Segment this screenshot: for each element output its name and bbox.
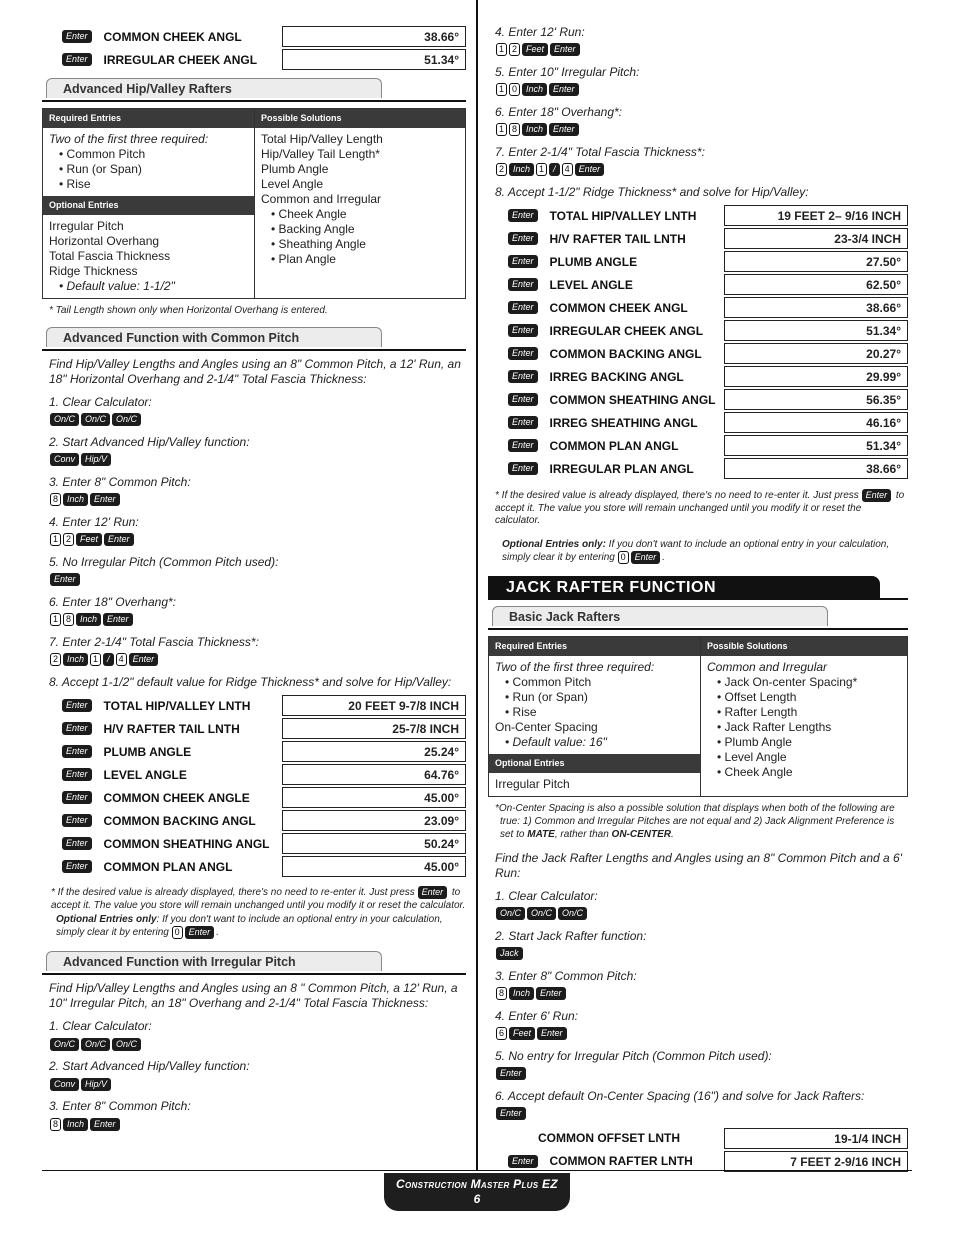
section-title: Basic Jack Rafters (492, 606, 828, 626)
result-row (42, 763, 466, 786)
solution-item: Plumb Angle (261, 162, 329, 176)
instruction-step: 1. Clear Calculator: (495, 888, 598, 903)
example-intro: Find Hip/Valley Lengths and Angles using an 8 " Common Pitch, a 12' Run, a 10" Irregular Pitch, an 18" Overhang and 2-1/4" Total Fascia Thickness: (49, 981, 458, 1011)
example-intro: Find Hip/Valley Lengths and Angles using an 8" Common Pitch, a 12' Run, an 18" Horizontal Overhang and 2-1/4" Total Fascia Thickness: (49, 357, 461, 386)
result-label: LEVEL ANGLE (103, 767, 187, 782)
result-label: COMMON SHEATHING ANGL (103, 836, 270, 851)
optional-item: Irregular Pitch (495, 776, 570, 791)
key-sequence (50, 1035, 466, 1051)
result-label: PLUMB ANGLE (549, 254, 638, 269)
solution-subitem: • Sheathing Angle (271, 237, 366, 251)
section-tab-common-pitch (42, 327, 466, 351)
digit-key: 2 (509, 43, 520, 56)
section-title: Advanced Function with Irregular Pitch (46, 951, 382, 971)
result-label: COMMON RAFTER LNTH (549, 1154, 693, 1169)
solutions-header: Possible Solutions (701, 637, 907, 656)
enter-key: Enter (549, 83, 579, 96)
result-row (42, 717, 466, 740)
inch-key: Inch (522, 83, 547, 96)
digit-key: 2 (50, 653, 61, 666)
optional-item: Irregular Pitch (49, 219, 124, 233)
digit-key: 8 (63, 613, 74, 626)
solution-item: • Jack On-center Spacing* (717, 674, 858, 689)
key-sequence (50, 611, 466, 627)
inch-key: Inch (63, 493, 88, 506)
result-value: 25.24° (282, 741, 466, 762)
on-c-key: On/C (112, 1038, 141, 1051)
digit-key: 8 (509, 123, 520, 136)
key-sequence (496, 945, 908, 961)
result-label: IRREGULAR CHEEK ANGL (103, 52, 258, 67)
key-sequence (50, 491, 466, 507)
digit-key: 8 (50, 1118, 61, 1131)
on-c-key: On/C (496, 907, 525, 920)
zero-key: 0 (172, 926, 183, 939)
example-intro: Find the Jack Rafter Lengths and Angles using an 8" Common Pitch and a 6' Run: (495, 850, 903, 880)
enter-key: Enter (50, 573, 80, 586)
result-label: COMMON OFFSET LNTH (538, 1131, 680, 1146)
digit-key: 6 (496, 1027, 507, 1040)
inch-key: Inch (76, 613, 101, 626)
instruction-step: 3. Enter 8" Common Pitch: (49, 475, 191, 489)
result-row (488, 273, 908, 296)
result-label: H/V RAFTER TAIL LNTH (103, 721, 240, 736)
inch-key: Inch (63, 1118, 88, 1131)
key-sequence (50, 531, 466, 547)
on-c-key: On/C (50, 413, 79, 426)
conv-key: Conv (50, 1078, 79, 1091)
key-sequence (496, 1065, 908, 1081)
required-intro: Two of the first three required: (495, 659, 655, 674)
result-value: 27.50° (724, 251, 908, 272)
enter-key: Enter (62, 53, 92, 66)
result-row (488, 250, 908, 273)
required-header: Required Entries (43, 109, 254, 128)
enter-key: Enter (508, 278, 538, 291)
hip-v-key: Hip/V (81, 1078, 111, 1091)
enter-key: Enter (536, 987, 566, 1000)
enter-key: Enter (62, 791, 92, 804)
result-value: 20.27° (724, 343, 908, 364)
feet-key: Feet (509, 1027, 535, 1040)
default-value: • Default value: 16" (505, 734, 607, 749)
key-sequence (496, 1025, 908, 1041)
enter-key: Enter (508, 462, 538, 475)
enter-key: Enter (129, 653, 159, 666)
enter-key: Enter (508, 1155, 538, 1168)
enter-key: Enter (90, 493, 120, 506)
instruction-step: 2. Start Advanced Hip/Valley function: (49, 1059, 250, 1074)
instruction-step: 2. Start Jack Rafter function: (495, 928, 647, 943)
optional-item: Horizontal Overhang (49, 234, 160, 248)
key-sequence (496, 905, 908, 921)
digit-key: 1 (536, 163, 547, 176)
key-sequence (50, 651, 466, 667)
digit-key: 1 (50, 533, 61, 546)
footnote-optional: Optional Entries only: If you don't want to include an optional entry in your calculation, simply clear it by entering 0 Enter . (56, 914, 443, 939)
solution-item: • Level Angle (717, 749, 787, 764)
enter-key: Enter (496, 1067, 526, 1080)
on-c-key: On/C (112, 413, 141, 426)
jack-key: Jack (496, 947, 523, 960)
result-row (42, 694, 466, 717)
inch-key: Inch (522, 123, 547, 136)
result-row (42, 832, 466, 855)
result-value: 23.09° (282, 810, 466, 831)
optional-header: Optional Entries (489, 754, 700, 773)
result-row (42, 48, 466, 71)
result-value: 38.66° (724, 458, 908, 479)
section-tab-basic-jack (488, 606, 908, 630)
digit-key: 1 (90, 653, 101, 666)
result-row (42, 740, 466, 763)
result-row (488, 342, 908, 365)
result-value: 25-7/8 INCH (282, 718, 466, 739)
enter-key: Enter (62, 768, 92, 781)
jack-rafter-header (488, 576, 908, 600)
section-title: Advanced Hip/Valley Rafters (46, 78, 382, 98)
enter-key: Enter (508, 209, 538, 222)
on-center-spacing: On-Center Spacing (495, 719, 598, 734)
result-value: 62.50° (724, 274, 908, 295)
enter-key: Enter (508, 439, 538, 452)
enter-key: Enter (575, 163, 605, 176)
enter-key: Enter (62, 837, 92, 850)
page-number: 6 (473, 1192, 481, 1206)
result-value: 29.99° (724, 366, 908, 387)
enter-key: Enter (185, 926, 215, 939)
required-item: • Common Pitch (59, 147, 146, 161)
key-sequence (496, 121, 908, 137)
result-row (488, 457, 908, 480)
solution-item: • Offset Length (717, 689, 797, 704)
result-row (488, 388, 908, 411)
--key: / (549, 163, 560, 176)
result-label: TOTAL HIP/VALLEY LNTH (549, 208, 697, 223)
result-label: COMMON CHEEK ANGLE (103, 790, 250, 805)
solution-item: Hip/Valley Tail Length* (261, 147, 380, 161)
result-value: 45.00° (282, 856, 466, 877)
solution-item: • Cheek Angle (717, 764, 793, 779)
result-value: 56.35° (724, 389, 908, 410)
result-value: 51.34° (724, 435, 908, 456)
result-value: 23-3/4 INCH (724, 228, 908, 249)
solution-item: Total Hip/Valley Length (261, 132, 383, 146)
result-label: COMMON BACKING ANGL (549, 346, 702, 361)
digit-key: 0 (509, 83, 520, 96)
key-sequence (496, 1105, 908, 1121)
on-c-key: On/C (50, 1038, 79, 1051)
key-sequence (50, 1115, 466, 1131)
key-sequence (50, 571, 466, 587)
hip-v-key: Hip/V (81, 453, 111, 466)
result-label: IRREGULAR PLAN ANGL (549, 461, 694, 476)
key-sequence (496, 985, 908, 1001)
instruction-step: 4. Enter 12' Run: (49, 515, 139, 529)
result-label: COMMON BACKING ANGL (103, 813, 256, 828)
product-title: Construction Master Plus EZ (396, 1177, 558, 1191)
result-row (488, 204, 908, 227)
digit-key: 8 (50, 493, 61, 506)
conv-key: Conv (50, 453, 79, 466)
enter-key: Enter (62, 814, 92, 827)
instruction-step: 3. Enter 8" Common Pitch: (49, 1099, 191, 1114)
optional-item: Total Fascia Thickness (49, 249, 171, 263)
solutions-header: Possible Solutions (255, 109, 465, 128)
result-label: COMMON PLAN ANGL (549, 438, 679, 453)
enter-key: Enter (418, 886, 448, 899)
table-footnote: * Tail Length shown only when Horizontal Overhang is entered. (49, 305, 328, 316)
required-intro: Two of the first three required: (49, 132, 209, 146)
enter-key: Enter (508, 255, 538, 268)
result-row (488, 365, 908, 388)
instruction-step: 5. Enter 10" Irregular Pitch: (495, 65, 640, 79)
enter-key: Enter (104, 533, 134, 546)
enter-key: Enter (508, 370, 538, 383)
result-row (42, 855, 466, 878)
instruction-step: 2. Start Advanced Hip/Valley function: (49, 435, 250, 449)
result-value: 20 FEET 9-7/8 INCH (282, 695, 466, 716)
solution-item: • Jack Rafter Lengths (717, 719, 832, 734)
digit-key: 2 (496, 163, 507, 176)
on-c-key: On/C (81, 1038, 110, 1051)
inch-key: Inch (509, 163, 534, 176)
required-item: • Rise (59, 177, 91, 191)
solution-item: • Plumb Angle (717, 734, 792, 749)
instruction-step: 7. Enter 2-1/4" Total Fascia Thickness*: (495, 145, 705, 159)
key-sequence (50, 1075, 466, 1091)
enter-key: Enter (862, 489, 892, 502)
result-label: COMMON CHEEK ANGL (103, 29, 242, 44)
result-label: PLUMB ANGLE (103, 744, 192, 759)
result-value: 45.00° (282, 787, 466, 808)
inch-key: Inch (63, 653, 88, 666)
footnote-enter: * If the desired value is already displayed, there's no need to re-enter it. Just press Enter to accept it. The value you store will remain unchanged until you modify it or reset the calculator. (495, 490, 905, 527)
result-label: COMMON PLAN ANGL (103, 859, 233, 874)
instruction-step: 1. Clear Calculator: (49, 1019, 152, 1034)
digit-key: 1 (496, 123, 507, 136)
solution-item: • Rafter Length (717, 704, 798, 719)
enter-key: Enter (508, 393, 538, 406)
result-label: IRREG BACKING ANGL (549, 369, 684, 384)
section-title: JACK RAFTER FUNCTION (488, 576, 880, 598)
instruction-step: 8. Accept 1-1/2" Ridge Thickness* and solve for Hip/Valley: (495, 185, 809, 199)
result-row (488, 1127, 908, 1150)
left-column (42, 0, 466, 1131)
optional-header: Optional Entries (43, 196, 254, 215)
solution-item: Level Angle (261, 177, 324, 191)
enter-key: Enter (508, 347, 538, 360)
result-row (42, 786, 466, 809)
feet-key: Feet (76, 533, 102, 546)
right-column (488, 0, 908, 1173)
instruction-step: 8. Accept 1-1/2" default value for Ridge Thickness* and solve for Hip/Valley: (49, 675, 452, 689)
enter-key: Enter (508, 416, 538, 429)
digit-key: 1 (496, 43, 507, 56)
instruction-step: 6. Accept default On-Center Spacing (16") and solve for Jack Rafters: (495, 1088, 865, 1103)
result-label: LEVEL ANGLE (549, 277, 633, 292)
instruction-step: 4. Enter 6' Run: (495, 1008, 579, 1023)
digit-key: 4 (562, 163, 573, 176)
enter-key: Enter (62, 722, 92, 735)
digit-key: 2 (63, 533, 74, 546)
table-footnote: *On-Center Spacing is also a possible solution that displays when both of the following are true: 1) Common and Irregular Pitches are not equal and 2) Jack Alignment Preference is set to MATE, rather than ON-CENTER. (495, 802, 895, 840)
result-row (488, 227, 908, 250)
footnote-enter: * If the desired value is already displayed, there's no need to re-enter it. Just press Enter to accept it. The value you store will remain unchanged until you modify it or reset the calculator. (51, 887, 466, 912)
key-sequence (496, 81, 908, 97)
solutions-intro: Common and Irregular (707, 659, 828, 674)
enter-key: Enter (537, 1027, 567, 1040)
inch-key: Inch (509, 987, 534, 1000)
result-label: COMMON SHEATHING ANGL (549, 392, 716, 407)
on-c-key: On/C (527, 907, 556, 920)
result-value: 38.66° (282, 26, 466, 47)
digit-key: 8 (496, 987, 507, 1000)
key-sequence (496, 161, 908, 177)
enter-key: Enter (508, 232, 538, 245)
result-value: 50.24° (282, 833, 466, 854)
--key: / (103, 653, 114, 666)
instruction-step: 5. No Irregular Pitch (Common Pitch used): (49, 555, 279, 569)
result-label: IRREGULAR CHEEK ANGL (549, 323, 704, 338)
result-row (488, 411, 908, 434)
key-sequence (496, 41, 908, 57)
feet-key: Feet (522, 43, 548, 56)
enter-key: Enter (62, 745, 92, 758)
result-row (42, 809, 466, 832)
entries-table (488, 636, 908, 797)
solution-subitem: • Plan Angle (271, 252, 336, 266)
result-row (488, 296, 908, 319)
result-row (488, 434, 908, 457)
result-label: IRREG SHEATHING ANGL (549, 415, 698, 430)
enter-key: Enter (90, 1118, 120, 1131)
result-value: 51.34° (724, 320, 908, 341)
key-sequence (50, 411, 466, 427)
enter-key: Enter (508, 301, 538, 314)
required-header: Required Entries (489, 637, 700, 656)
enter-key: Enter (62, 699, 92, 712)
result-value: 64.76° (282, 764, 466, 785)
enter-key: Enter (508, 324, 538, 337)
optional-item: Ridge Thickness (49, 264, 138, 278)
instruction-step: 1. Clear Calculator: (49, 395, 152, 409)
required-item: • Run (or Span) (505, 689, 588, 704)
entries-table (42, 108, 466, 299)
instruction-step: 7. Enter 2-1/4" Total Fascia Thickness*: (49, 635, 259, 649)
default-value: • Default value: 1-1/2" (59, 279, 175, 293)
result-label: H/V RAFTER TAIL LNTH (549, 231, 686, 246)
result-label: TOTAL HIP/VALLEY LNTH (103, 698, 251, 713)
instruction-step: 3. Enter 8" Common Pitch: (495, 968, 637, 983)
enter-key: Enter (103, 613, 133, 626)
result-value: 7 FEET 2-9/16 INCH (724, 1151, 908, 1172)
section-tab-irregular-pitch (42, 951, 466, 975)
digit-key: 4 (116, 653, 127, 666)
result-value: 19 FEET 2– 9/16 INCH (724, 205, 908, 226)
digit-key: 1 (50, 613, 61, 626)
solution-subitem: • Cheek Angle (271, 207, 347, 221)
result-value: 19-1/4 INCH (724, 1128, 908, 1149)
enter-key: Enter (62, 30, 92, 43)
enter-key: Enter (549, 123, 579, 136)
required-item: • Common Pitch (505, 674, 592, 689)
bottom-rule (42, 1170, 912, 1171)
result-row (488, 319, 908, 342)
result-value: 38.66° (724, 297, 908, 318)
on-c-key: On/C (558, 907, 587, 920)
instruction-step: 6. Enter 18" Overhang*: (49, 595, 177, 609)
result-value: 46.16° (724, 412, 908, 433)
enter-key: Enter (496, 1107, 526, 1120)
required-item: • Rise (505, 704, 537, 719)
digit-key: 1 (496, 83, 507, 96)
column-divider (476, 0, 478, 1170)
instruction-step: 5. No entry for Irregular Pitch (Common Pitch used): (495, 1048, 772, 1063)
enter-key: Enter (550, 43, 580, 56)
enter-key: Enter (62, 860, 92, 873)
result-label: COMMON CHEEK ANGL (549, 300, 688, 315)
section-title: Advanced Function with Common Pitch (46, 327, 382, 347)
enter-key: Enter (631, 551, 661, 564)
zero-key: 0 (618, 551, 629, 564)
result-row (42, 25, 466, 48)
key-sequence (50, 451, 466, 467)
instruction-step: 4. Enter 12' Run: (495, 25, 585, 39)
instruction-step: 6. Enter 18" Overhang*: (495, 105, 623, 119)
section-tab-adv-hip (42, 78, 466, 102)
on-c-key: On/C (81, 413, 110, 426)
required-item: • Run (or Span) (59, 162, 142, 176)
page-footer (384, 1173, 570, 1211)
solution-subitem: • Backing Angle (271, 222, 355, 236)
footnote-optional: Optional Entries only: If you don't want to include an optional entry in your calculation, simply clear it by entering 0 Enter . (502, 538, 890, 563)
result-value: 51.34° (282, 49, 466, 70)
solution-item: Common and Irregular (261, 192, 382, 206)
